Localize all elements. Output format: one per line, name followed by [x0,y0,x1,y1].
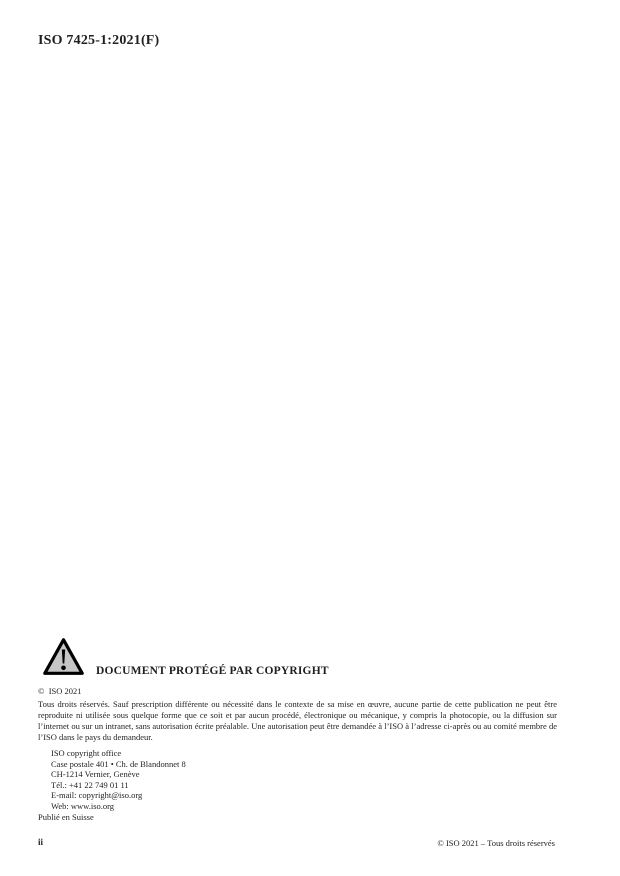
address-line-office: ISO copyright office [51,748,122,758]
copyright-heading: DOCUMENT PROTÉGÉ PAR COPYRIGHT [96,665,329,677]
address-line-web: Web: www.iso.org [51,800,115,811]
address-line-postal: Case postale 401 • Ch. de Blandonnet 8 [51,758,186,769]
address-line-email: E-mail: copyright@iso.org [51,790,143,801]
copyright-notice-text: Tous droits réservés. Sauf prescription différente ou nécessité dans le contexte de sa mise en œuvre, aucune partie de cette publication ne peut être reproduite ni utilisée sous quelque forme que ce soit et par aucun procédé, électronique ou mécanique, y compris la photocopie, ou la diffusion sur l’internet ou sur un intranet, sans autorisation écrite préalable. Une autorisation peut être demandée à l’ISO à l’adresse ci-après ou au comité membre de l’ISO dans le pays du demandeur. [38,699,557,742]
address-line-phone: Tél.: +41 22 749 01 11 [51,779,129,790]
warning-triangle-icon [42,637,85,677]
exclamation-dot [61,666,66,671]
document-reference: ISO 7425-1:2021(F) [38,33,160,48]
iso-address-block [51,748,186,812]
copyright-year-line: © ISO 2021 [38,686,82,696]
footer-rights: © ISO 2021 – Tous droits réservés [437,838,555,848]
published-line: Publié en Suisse [38,812,94,822]
address-line-city: CH-1214 Vernier, Genève [51,769,140,780]
page-number: ii [38,837,44,847]
